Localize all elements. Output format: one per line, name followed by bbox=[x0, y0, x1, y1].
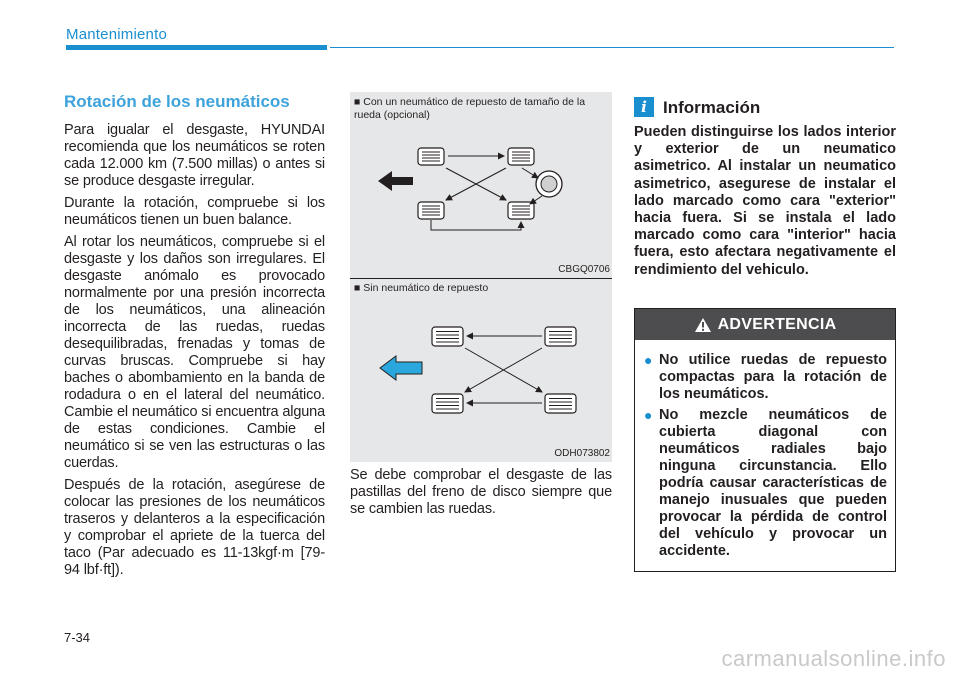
warning-title: ADVERTENCIA bbox=[717, 316, 837, 333]
tire-icon bbox=[508, 148, 534, 165]
warning-item: ● No mezcle neumáticos de cubierta diagonal con neumáticos radiales bajo ninguna circunstancia. Ello podría causar características de manejo inusuales que pueden provocar la pérdida de control del vehículo y provocar un accidente. bbox=[644, 407, 887, 559]
warning-box bbox=[634, 308, 896, 572]
info-title: Información bbox=[663, 98, 761, 117]
warning-header bbox=[635, 309, 895, 340]
figure-without-spare bbox=[350, 278, 612, 462]
header-rule-thin bbox=[330, 47, 894, 48]
info-icon: i bbox=[634, 97, 654, 117]
tire-icon bbox=[418, 202, 444, 219]
tire-icon bbox=[545, 394, 576, 413]
tire-icon bbox=[545, 327, 576, 346]
section-title: Mantenimiento bbox=[66, 26, 167, 43]
direction-arrow-icon bbox=[380, 356, 422, 380]
tire-icon bbox=[432, 394, 463, 413]
paragraph-1: Para igualar el desgaste, HYUNDAI recomienda que los neumáticos se roten cada 12.000 km (7.500 millas) o antes si se produce desgaste irregular. bbox=[64, 122, 325, 189]
paragraph-2: Durante la rotación, compruebe si los neumáticos tienen un buen balance. bbox=[64, 195, 325, 228]
paragraph-3: Al rotar los neumáticos, compruebe si el desgaste y los daños son irregulares. El desgaste anómalo es provocado normalmente por una presión incorrecta de los neumáticos, una alineación incorrecta de las ruedas, ruedas desequilibradas, frenadas y tomas de curvas bruscas. Compruebe si hay baches o abombamiento en la banda de rodadura o en el lateral del neumático. Cambie el neumático si encuentra alguna de estas condiciones. Cambie el neumático si se ven las estructuras o las cuerdas. bbox=[64, 234, 325, 471]
warning-item: ● No utilice ruedas de repuesto compactas para la rotación de los neumáticos. bbox=[644, 352, 887, 402]
figure-caption: ■ Con un neumático de repuesto de tamaño de la rueda (opcional) bbox=[354, 96, 586, 121]
warning-triangle-icon bbox=[694, 317, 712, 333]
tire-rotation-section bbox=[64, 92, 325, 584]
figure-code: CBGQ0706 bbox=[558, 264, 610, 275]
figure-with-spare bbox=[350, 92, 612, 278]
rotation-diagram-without-spare bbox=[350, 278, 612, 462]
watermark: carmanualsonline.info bbox=[721, 646, 946, 671]
warning-list bbox=[635, 352, 895, 560]
figure-code: ODH073802 bbox=[554, 448, 610, 459]
paragraph-4: Después de la rotación, asegúrese de colocar las presiones de los neumáticos traseros y delanteros a la especificación y comprobar el apriete de la tuerca del taco (Par adecuado es 11-13kgf·m [79-94 lbf·ft]). bbox=[64, 477, 325, 578]
figure-caption: ■ Sin neumático de repuesto bbox=[354, 282, 489, 294]
info-body: Pueden distinguirse los lados interior y exterior de un neumatico asimetrico. Al instalar un neumatico asimetrico, asegurese de instalar el lado marcado como cara "exterior" hacia fuera. Si se instala el lado marcado como cara "interior" hacia fuera, esto afectara negativamente el rendimiento del vehiculo. bbox=[634, 124, 896, 278]
header-rule-thick bbox=[66, 45, 327, 50]
page-number: 7-34 bbox=[64, 630, 91, 645]
tire-icon bbox=[432, 327, 463, 346]
direction-arrow-icon bbox=[378, 171, 413, 191]
rotation-diagram-with-spare bbox=[350, 92, 612, 278]
tire-rotation-title: Rotación de los neumáticos bbox=[64, 92, 290, 111]
tire-icon bbox=[508, 202, 534, 219]
spare-wheel-icon bbox=[536, 171, 562, 197]
brake-pad-note: Se debe comprobar el desgaste de las pastillas del freno de disco siempre que se cambien las ruedas. bbox=[350, 467, 612, 517]
tire-icon bbox=[418, 148, 444, 165]
